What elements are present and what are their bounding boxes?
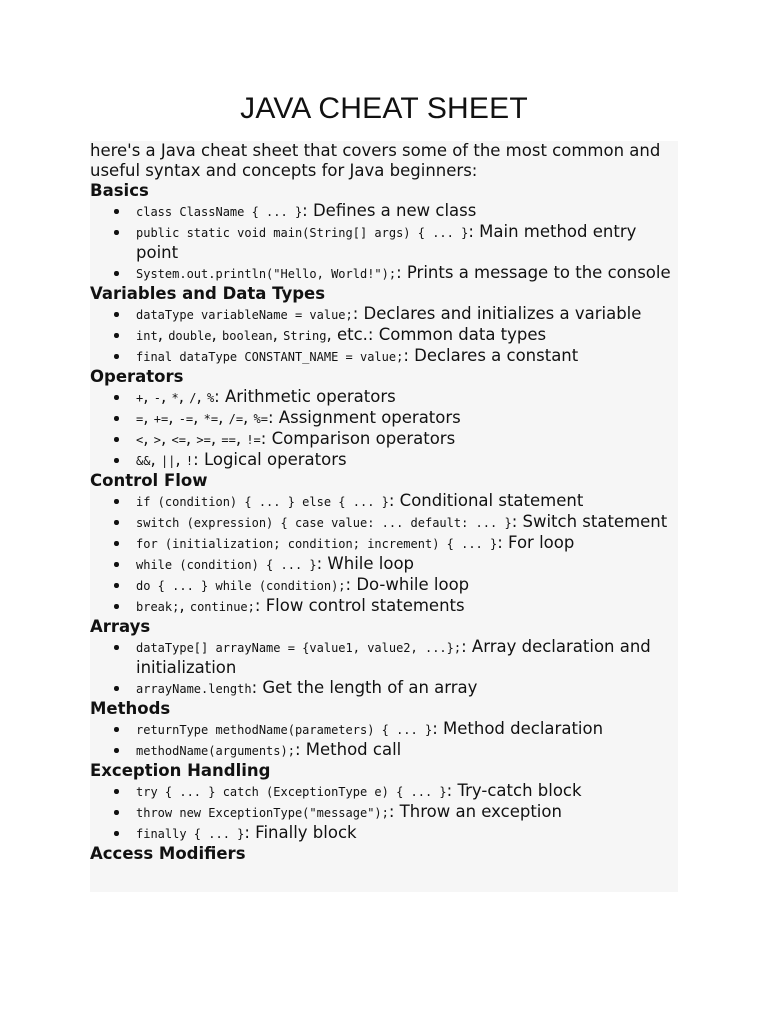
code-snippet: boolean: [222, 329, 273, 343]
list-item: [136, 387, 678, 408]
item-description: ,: [272, 325, 284, 344]
code-snippet: %: [206, 391, 215, 405]
code-snippet: do { ... } while (condition);: [136, 579, 346, 593]
item-description: : Method declaration: [432, 719, 604, 738]
section-heading: Methods: [90, 699, 171, 718]
item-description: : Switch statement: [511, 512, 668, 531]
item-description: ,: [235, 429, 247, 448]
item-description: ,: [179, 596, 190, 615]
list-item: [136, 491, 678, 512]
item-list: [90, 304, 678, 367]
code-snippet: <: [136, 433, 144, 447]
item-description: ,: [185, 429, 197, 448]
intro-text: here's a Java cheat sheet that covers some of the most common and useful syntax and concepts for Java beginners:: [90, 141, 661, 180]
code-snippet: ==: [221, 433, 236, 447]
list-item: [136, 512, 678, 533]
code-snippet: <=: [171, 433, 186, 447]
section-basics: [90, 181, 678, 284]
list-item: [136, 304, 678, 325]
list-item: [136, 429, 678, 450]
item-description: ,: [196, 387, 207, 406]
list-item: [136, 740, 678, 761]
list-item: [136, 596, 678, 617]
code-snippet: throw new ExceptionType("message");: [136, 806, 389, 820]
section-heading: Variables and Data Types: [90, 284, 326, 303]
item-list: [90, 387, 678, 471]
item-description: ,: [178, 387, 190, 406]
page-title: JAVA CHEAT SHEET: [240, 92, 528, 125]
item-description: : Defines a new class: [302, 201, 477, 220]
section-heading: Control Flow: [90, 471, 208, 490]
cheat-sheet-content: [90, 141, 678, 892]
item-description: ,: [218, 408, 229, 427]
sections-container: [90, 181, 678, 864]
code-snippet: returnType methodName(parameters) { ... }: [136, 723, 433, 737]
item-list: [90, 637, 678, 699]
code-snippet: *: [171, 391, 179, 405]
section-control-flow: [90, 471, 678, 617]
list-item: [136, 802, 678, 823]
code-snippet: *=: [203, 412, 219, 426]
item-description: : Array declaration and initialization: [136, 637, 651, 677]
code-snippet: !=: [246, 433, 261, 447]
section-heading: Operators: [90, 367, 184, 386]
code-snippet: if (condition) { ... } else { ... }: [136, 495, 389, 509]
item-description: ,: [160, 387, 172, 406]
code-snippet: %=: [253, 412, 268, 426]
code-snippet: for (initialization; condition; increment) { ... }: [136, 537, 498, 551]
item-description: ,: [210, 429, 222, 448]
code-snippet: continue;: [189, 600, 255, 614]
section-heading: Arrays: [90, 617, 151, 636]
item-description: : Do-while loop: [345, 575, 470, 594]
section-heading: Exception Handling: [90, 761, 271, 780]
code-snippet: while (condition) { ... }: [136, 558, 317, 572]
code-snippet: double: [168, 329, 212, 343]
list-item: [136, 450, 678, 471]
list-item: [136, 533, 678, 554]
item-description: : Flow control statements: [254, 596, 465, 615]
section-heading: Access Modifiers: [90, 844, 246, 863]
item-description: ,: [243, 408, 254, 427]
code-snippet: dataType[] arrayName = {value1, value2, ...};: [136, 641, 462, 655]
code-snippet: break;: [136, 600, 180, 614]
section-access-modifiers: [90, 844, 678, 864]
section-methods: [90, 699, 678, 761]
list-item: [136, 325, 678, 346]
code-snippet: /: [189, 391, 197, 405]
item-description: : Main method entry point: [136, 222, 637, 262]
item-description: : Declares and initializes a variable: [352, 304, 642, 323]
list-item: [136, 637, 678, 678]
list-item: [136, 408, 678, 429]
list-item: [136, 263, 678, 284]
item-description: : Arithmetic operators: [214, 387, 396, 406]
item-description: : Method call: [294, 740, 402, 759]
section-heading: Basics: [90, 181, 149, 200]
item-description: : Prints a message to the console: [396, 263, 671, 282]
section-operators: [90, 367, 678, 471]
item-description: : Try-catch block: [446, 781, 582, 800]
item-description: ,: [143, 429, 154, 448]
item-description: ,: [143, 408, 154, 427]
item-description: : Throw an exception: [388, 802, 562, 821]
code-snippet: /=: [228, 412, 244, 426]
item-list: [90, 491, 678, 617]
item-description: ,: [160, 429, 172, 448]
code-snippet: String: [283, 329, 327, 343]
list-item: [136, 823, 678, 844]
code-snippet: switch (expression) { case value: ... default: ... }: [136, 516, 512, 530]
list-item: [136, 554, 678, 575]
list-item: [136, 781, 678, 802]
code-snippet: dataType variableName = value;: [136, 308, 353, 322]
item-description: ,: [211, 325, 223, 344]
code-snippet: class ClassName { ... }: [136, 205, 303, 219]
list-item: [136, 575, 678, 596]
code-snippet: System.out.println("Hello, World!");: [136, 267, 397, 281]
item-description: ,: [150, 450, 161, 469]
item-description: ,: [143, 387, 154, 406]
item-list: [90, 781, 678, 844]
code-snippet: +: [136, 391, 144, 405]
list-item: [136, 201, 678, 222]
section-variables-and-data-types: [90, 284, 678, 367]
item-list: [90, 719, 678, 761]
item-description: : For loop: [497, 533, 575, 552]
item-description: ,: [168, 408, 179, 427]
code-snippet: methodName(arguments);: [136, 744, 295, 758]
item-description: : Finally block: [244, 823, 357, 842]
list-item: [136, 222, 678, 263]
code-snippet: >: [153, 433, 161, 447]
section-arrays: [90, 617, 678, 699]
item-description: : Logical operators: [193, 450, 347, 469]
code-snippet: arrayName.length: [136, 682, 252, 696]
item-description: : Comparison operators: [260, 429, 456, 448]
code-snippet: -=: [178, 412, 194, 426]
section-exception-handling: [90, 761, 678, 844]
item-description: : Assignment operators: [268, 408, 461, 427]
list-item: [136, 346, 678, 367]
item-list: [90, 201, 678, 284]
item-description: : Declares a constant: [403, 346, 579, 365]
code-snippet: +=: [153, 412, 169, 426]
item-description: : While loop: [316, 554, 415, 573]
code-snippet: =: [136, 412, 144, 426]
code-snippet: final dataType CONSTANT_NAME = value;: [136, 350, 404, 364]
code-snippet: finally { ... }: [136, 827, 245, 841]
code-snippet: try { ... } catch (ExceptionType e) { ... }: [136, 785, 447, 799]
item-description: ,: [175, 450, 186, 469]
item-description: , etc.: Common data types: [326, 325, 547, 344]
code-snippet: int: [136, 329, 158, 343]
list-item: [136, 719, 678, 740]
item-description: ,: [157, 325, 169, 344]
code-snippet: &&: [136, 454, 151, 468]
item-description: ,: [193, 408, 204, 427]
code-snippet: -: [153, 391, 161, 405]
list-item: [136, 678, 678, 699]
code-snippet: ||: [160, 454, 176, 468]
code-snippet: public static void main(String[] args) { ... }: [136, 226, 469, 240]
code-snippet: >=: [196, 433, 211, 447]
item-description: : Get the length of an array: [251, 678, 478, 697]
code-snippet: !: [185, 454, 194, 468]
item-description: : Conditional statement: [388, 491, 584, 510]
